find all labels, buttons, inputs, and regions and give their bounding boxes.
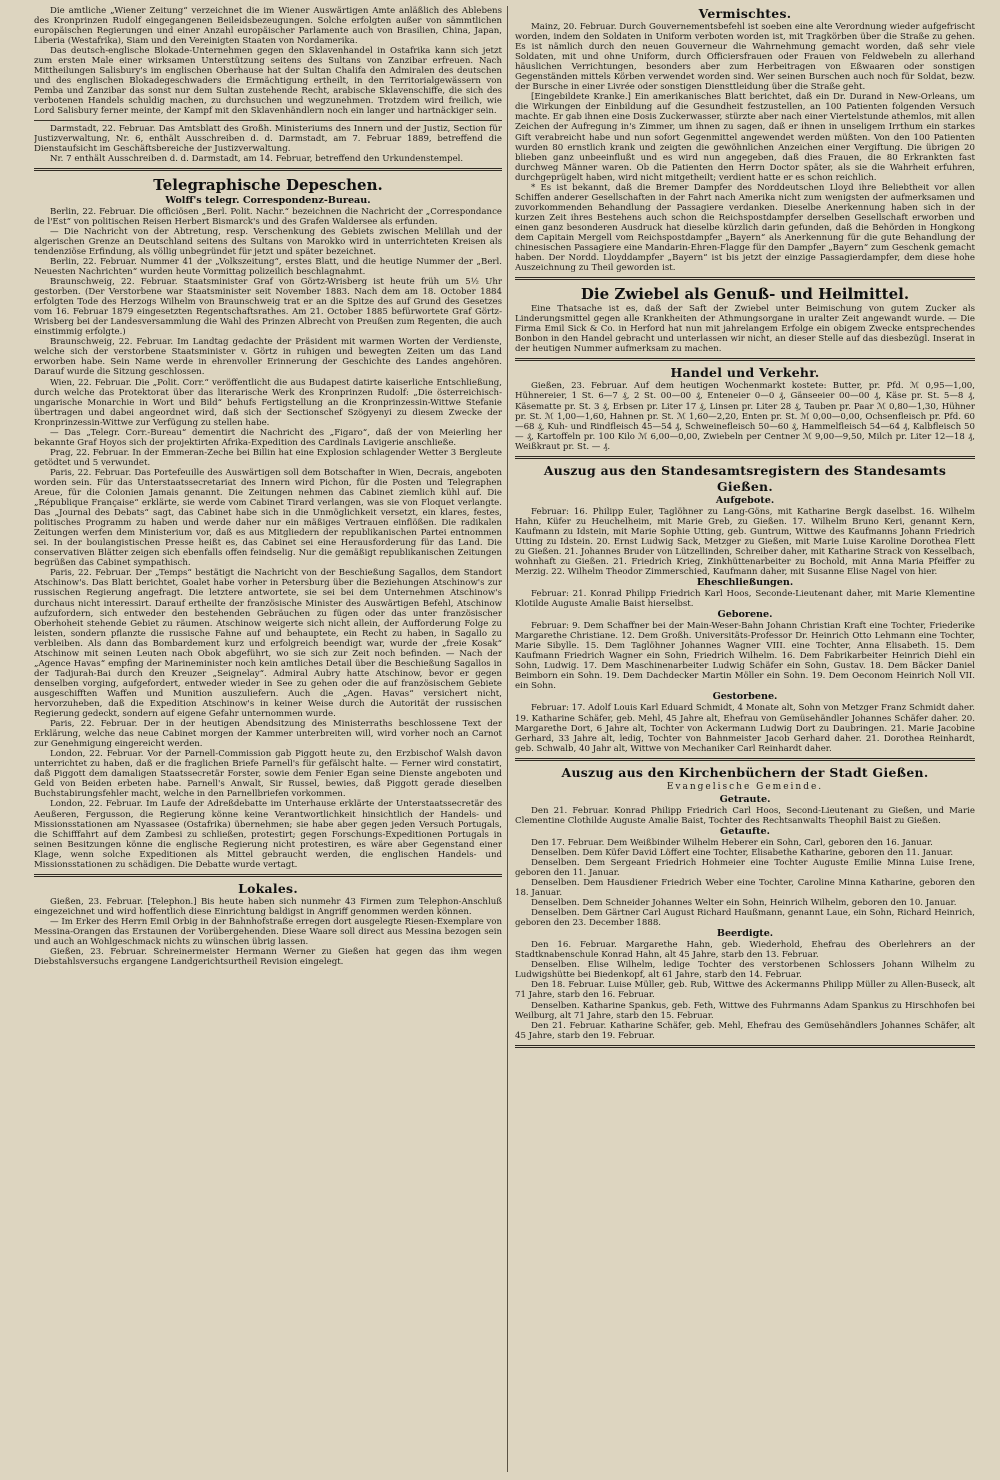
getaufte-item: Denselben. Dem Hausdiener Friedrich Weber eine Tochter, Caroline Minna Katharine, geboren den 18. Januar. — [515, 878, 975, 899]
aufgebote-title: Aufgebote. — [715, 494, 775, 506]
telegraph-item: Wien, 22. Februar. Die „Polit. Corr.“ veröffentlicht die aus Budapest datirte kaiserliche Entschließung, durch welche das Protektorat über das literarische Werk des Kronprinzen Rudolf: „Die österreichisch-ungarische Monarchie in Wort und Bild“ behufs Fertigstellung an die Kronprinzessin-Wittwe Stefanie übertragen und dabei angeordnet wird, daß sich der Sectionschef Szögyenyi zu diesem Zwecke der Kronprinzessin-Wittwe zur Verfügung zu stellen habe. — [34, 377, 502, 428]
getraute-title: Getraute. — [719, 793, 771, 805]
section-rule — [34, 168, 502, 171]
eheschliessungen-text: Februar: 21. Konrad Philipp Friedrich Karl Hoos, Seconde-Lieutenant daher, mit Marie Klementine Klotilde Auguste Amalie Baist hierselbst. — [515, 589, 975, 610]
kirchen-title: Auszug aus den Kirchenbüchern der Stadt Gießen. — [561, 764, 929, 780]
darmstadt-section — [34, 124, 502, 164]
right-column — [515, 6, 975, 1472]
telegraph-item: Paris, 22. Februar. Das Portefeuille des Auswärtigen soll dem Botschafter in Wien, Decrais, angeboten worden sein. Für das Unterstaatssecretariat des Innern wird Pichon, für die Posten und Telegraphen Areue, für die Colonien Jamais genannt. Die Zeitungen nehmen das Cabinet ziemlich kühl auf. Die „République Française“ erklärte, sie werde vom Cabinet Tirard verlangen, was sie von Floquet verlangte. Das „Journal des Debats“ sagt, das Cabinet habe sich in die Unmöglichkeit versetzt, ein klares, festes, politisches Programm zu haben und werde daher nur ein mäßiges Vertrauen einflößen. Die radikalen Zeitungen werfen dem Ministerium vor, daß es aus Mitgliedern der republikanischen Partei entnommen sei. In der boulangistischen Presse heißt es, das Cabinet sei eine Herausforderung für das Land. Die conservativen Blätter zeigen sich ebenfalls offen feindselig. Nur die gemäßigt republikanischen Zeitungen begrüßen das Cabinet sympathisch. — [34, 467, 502, 569]
telegraph-item: Braunschweig, 22. Februar. Im Landtag gedachte der Präsident mit warmen Worten der Verdienste, welche sich der verstorbene Staatsminister v. Görtz in ruhigen und bewegten Zeiten um das Land erworben habe. Sein Name werde in ehrenvoller Erinnerung der Geschichte des Landes angehören. Darauf wurde die Sitzung geschlossen. — [34, 337, 502, 378]
beerdigte-section — [515, 940, 975, 1040]
telegraph-item: Prag, 22. Februar. In der Emmeran-Zeche bei Billin hat eine Explosion schlagender Wetter 3 Bergleute getödtet und 5 verwundet. — [34, 447, 502, 468]
vermischtes-item: Mainz, 20. Februar. Durch Gouvernementsbefehl ist soeben eine alte Verordnung wieder aufgefrischt worden, indem den Soldaten in Uniform verboten worden ist, mit Tragkörben über die Straße zu gehen. Es ist nämlich durch den neuen Gouverneur die Wahrnehmung gemacht worden, daß sehr viele Soldaten, mit und ohne Uniform, durch Officiersfrauen oder Frauen von Feldwebeln zu allerhand häuslichen Verrichtungen, besonders aber zum Herbeitragen von Eßwaaren oder sonstigen Gegenständen mittels Körben verwendet worden sind. Wer seinen Burschen auch noch für Soldat, bezw. der Bursche in einer Livrée oder sonstigen Diensttleidung über die Straße geht. — [515, 22, 975, 93]
telegraph-item: Paris, 22. Februar. Der „Temps“ bestätigt die Nachricht von der Beschießung Sagallos, dem Standort Atschinow's. Das Blatt berichtet, Goalet habe vorher in Petersburg über die Beziehungen Atschinow's zur russischen Regierung angefragt. Die letztere antwortete, sie sei bei dem Unternehmen Atschinow's durchaus nicht interessirt. Darauf ertheilte der französische Minister des Auswärtigen Befehl, Atschinow aufzufordern, sich entweder den bestehenden Gebräuchen zu fügen oder das unter französischer Oberhoheit stehende Gebiet zu räumen. Atschinow weigerte sich nicht allein, der Aufforderung Folge zu leisten, sondern pflanzte die russische Fahne auf und behauptete, ein Recht zu haben, in Sagallo zu verbleiben. Als dann das Bombardement kurz und erfolgreich beendigt war, wurde der „freie Kosak“ Atschinow mit seinen Leuten nach Obok abgeführt, wo sie sich zur Zeit noch befinden. — Nach der „Agence Havas“ empfing der Marineminister noch kein amtliches Detail über die Beschießung Sagallos in der Tadjurah-Bai durch den Kreuzer „Seignelay“. Admiral Aubry hatte Atschinow, bevor er gegen denselben vorging, aufgefordert, entweder wieder in See zu gehen oder die auf französischem Gebiete ausgeschifften Waffen und Munition auszuliefern. Auch die „Agen. Havas“ versichert nicht, hervorzuheben, daß die Expedition Atschinow's in keiner Weise durch die Autorität der russischen Regierung gedeckt, sondern auf eigene Gefahr unternommen wurde. — [34, 568, 502, 720]
lokales-title: Lokales. — [238, 880, 298, 896]
zwiebel-text: Eine Thatsache ist es, daß der Saft der Zwiebel unter Beimischung von gutem Zucker als Linderungsmittel gegen alle Krankheiten der Athmungsorgane in uralter Zeit angewandt wurde. — Die Firma Emil Sick & Co. in Herford hat nun mit jahrelangem Erfolge ein obigem Zwecke entsprechendes Bonbon in den Handel gebracht und unterlassen wir nicht, an dieser Stelle auf das diesbezügl. Inserat in der heutigen Nummer aufmerksam zu machen. — [515, 304, 975, 355]
darmstadt-paragraph: Darmstadt, 22. Februar. Das Amtsblatt des Großh. Ministeriums des Innern und der Justiz, Section für Justizverwaltung, Nr. 6, enthält Ausschreiben d. d. Darmstadt, am 7. Februar 1889, betreffend die Dienstaufsicht im Geschäftsbereiche der Justizverwaltung. — [34, 123, 502, 154]
kirchen-subtitle: Evangelische Gemeinde. — [666, 781, 824, 792]
handel-text: Gießen, 23. Februar. Auf dem heutigen Wochenmarkt kostete: Butter, pr. Pfd. ℳ 0,95—1,00, Hühnereier, 1 St. 6—7 ₰, 2 St. 00—00 ₰, Enteneier 0—0 ₰, Gänseeier 00—00 ₰, Käse pr. St. 5—8 ₰, Käsematte pr. St. 3 ₰, Erbsen pr. Liter 17 ₰, Linsen pr. Liter 28 ₰, Tauben pr. Paar ℳ 0,80—1,30, Hühner pr. St. ℳ 1,00—1,60, Hahnen pr. St. ℳ 1,60—2,20, Enten pr. St. ℳ 0,00—0,00, Ochsenfleisch pr. Pfd. 60—68 ₰, Kuh- und Rindfleisch 45—54 ₰, Schweinefleisch 50—60 ₰, Hammelfleisch 54—64 ₰, Kalbfleisch 50— ₰, Kartoffeln pr. 100 Kilo ℳ 6,00—0,00, Zwiebeln per Centner ℳ 9,00—9,50, Milch pr. Liter 12—18 ₰, Weißkraut pr. St. — ₰. — [515, 381, 975, 452]
intro-paragraph: Die amtliche „Wiener Zeitung“ verzeichnet die im Wiener Auswärtigen Amte anläßlich des Ablebens des Kronprinzen Rudolf eingegangenen Beileidsbezeugungen. Solche erfolgten außer von sämmtlichen europäischen Regierungen und einer Anzahl europäischer Parlamente auch von Brasilien, China, Japan, Liberia (Westafrika), Siam und den Vereinigten Staaten von Nordamerika. — [34, 6, 502, 47]
section-rule — [515, 758, 975, 761]
telegraph-item: London, 22. Februar. Vor der Parnell-Commission gab Piggott heute zu, den Erzbischof Walsh davon unterrichtet zu haben, daß er die fraglichen Briefe Parnell's für gefälscht halte. — Ferner wird constatirt, daß Piggott dem damaligen Staatssecretär Forster, sowie dem Fenier Egan seine Dienste angeboten und Geld von Beiden erbeten habe. Parnell's Anwalt, Sir Russel, bewies, daß Piggott gerade dieselben Buchstabirungsfehler macht, welche in den Parnellbriefen vorkommen. — [34, 749, 502, 800]
getaufte-item: Denselben. Dem Küfer David Löffert eine Tochter, Elisabethe Katharine, geboren den 11. Januar. — [531, 847, 954, 858]
beerdigte-item: Den 16. Februar. Margarethe Hahn, geb. Wiederhold, Ehefrau des Oberlehrers an der Stadtknabenschule Konrad Hahn, alt 45 Jahre, starb den 13. Februar. — [515, 940, 975, 961]
vermischtes-section — [515, 22, 975, 273]
getaufte-item: Denselben. Dem Gärtner Carl August Richard Haußmann, genannt Laue, ein Sohn, Richard Heinrich, geboren den 23. December 1888. — [515, 908, 975, 929]
section-rule — [34, 874, 502, 877]
darmstadt-paragraph: Nr. 7 enthält Ausschreiben d. d. Darmstadt, am 14. Februar, betreffend den Urkundenstempel. — [50, 153, 464, 164]
beerdigte-item: Denselben. Elise Wilhelm, ledige Tochter des verstorbenen Schlossers Johann Wilhelm zu Ludwigshütte bei Biedenkopf, alt 61 Jahre, starb den 14. Februar. — [515, 960, 975, 981]
getaufte-item: Denselben. Dem Sergeant Friedrich Hohmeier eine Tochter Auguste Emilie Minna Luise Irene, geboren den 11. Januar. — [515, 857, 975, 878]
beerdigte-item: Denselben. Katharine Spankus, geb. Feth, Wittwe des Fuhrmanns Adam Spankus zu Hirschhofen bei Weilburg, alt 71 Jahre, starb den 15. Februar. — [515, 1000, 975, 1021]
section-rule — [515, 277, 975, 280]
getaufte-item: Den 17. Februar. Dem Weißbinder Wilhelm Heberer ein Sohn, Carl, geboren den 16. Januar. — [531, 837, 933, 848]
intro-section — [34, 6, 502, 117]
column-divider — [507, 6, 508, 1472]
lokales-item: Gießen, 23. Februar. Schreinermeister Hermann Werner zu Gießen hat gegen das ihm wegen Diebstahlsversuchs ergangene Landgerichtsurtheil Revision eingelegt. — [34, 947, 502, 968]
standesamt-title: Auszug aus den Standesamtsregistern des Standesamts Gießen. — [543, 462, 947, 494]
lokales-section — [34, 897, 502, 967]
beerdigte-title: Beerdigte. — [716, 928, 774, 940]
beerdigte-item: Den 21. Februar. Katharine Schäfer, geb. Mehl, Ehefrau des Gemüsehändlers Johannes Schäfer, alt 45 Jahre, starb den 19. Februar. — [515, 1020, 975, 1041]
lokales-item: Gießen, 23. Februar. [Telephon.] Bis heute haben sich nunmehr 43 Firmen zum Telephon-Anschluß eingezeichnet und wird hoffentlich diese Einrichtung baldigst in Angriff genommen werden können. — [34, 896, 502, 917]
intro-paragraph: Das deutsch-englische Blokade-Unternehmen gegen den Sklavenhandel in Ostafrika kann sich jetzt zum ersten Male einer wirksamen Unterstützung seitens des Sultans von Zanzibar erfreuen. Nach Mittheilungen Salisbury's im englischen Oberhause hat der Sultan Chalifa den Admiralen des deutschen und des englischen Blokadegeschwaders die Ermächtigung ertheilt, in den Territorialgewässern von Pemba und Zanzibar das sonst nur dem Sultan zustehende Recht, arabische Sklavenschiffe, die sich des verbotenen Handels schuldig machen, zu durchsuchen und wegzunehmen. Trotzdem wird freilich, wie Lord Salisbury ferner meinte, der Kampf mit den Sklavenhändlern noch ein langer und hartnäckiger sein. — [34, 46, 502, 117]
telegraph-item: — Das „Telegr. Corr.-Bureau“ dementirt die Nachricht des „Figaro“, daß der von Meierling her bekannte Graf Hoyos sich der projektirten Afrika-Expedition des Cardinals Lavigerie anschließe. — [34, 427, 502, 448]
section-rule — [515, 358, 975, 361]
telegraph-item: Berlin, 22. Februar. Nummer 41 der „Volkszeitung“, erstes Blatt, und die heutige Nummer der „Berl. Neuesten Nachrichten“ wurden heute Vormittag polizeilich beschlagnahmt. — [34, 256, 502, 277]
getaufte-title: Getaufte. — [720, 825, 770, 837]
vermischtes-item: * Es ist bekannt, daß die Bremer Dampfer des Norddeutschen Lloyd ihre Beliebtheit vor allen Schiffen anderer Gesellschaften in der Fahrt nach Amerika nicht zum wenigsten der aufmerksamen und zuvorkommenden Behandlung der Passagiere verdanken. Dieselbe Anerkennung haben sich in der kurzen Zeit ihres Bestehens auch schon die Reichspostdampfer derselben Gesellschaft erworben und einen ganz besonderen Ausdruck hat dieselbe kürzlich darin gefunden, daß die Behörden in Hongkong dem Capitain Mergell vom Reichspostdampfer „Bayern“ als Anerkennung für die gute Behandlung der chinesischen Passagiere eine Mandarin-Ehren-Flagge für den Dampfer „Bayern“ zum Geschenk gemacht haben. Der Nordd. Lloyddampfer „Bayern“ ist bis jetzt der einzige Passagierdampfer, dem diese hohe Auszeichnung zu Theil geworden ist. — [515, 182, 975, 274]
geborene-text: Februar: 9. Dem Schaffner bei der Main-Weser-Bahn Johann Christian Kraft eine Tochter, Friederike Margarethe Christiane. 12. Dem Großh. Universitäts-Professor Dr. Heinrich Otto Lehmann eine Tochter, Marie Sibylle. 15. Dem Taglöhner Johannes Wagner VIII. eine Tochter, Anna Elisabeth. 15. Dem Kaufmann Friedrich Wagner ein Sohn, Friedrich Wilhelm. 16. Dem Fabrikarbeiter Heinrich Diehl ein Sohn, Ludwig. 17. Dem Maschinenarbeiter Ludwig Schäfer ein Sohn, Gustav. 18. Dem Bäcker Daniel Beimborn ein Sohn. 19. Dem Dachdecker Martin Möller ein Sohn. 19. Dem Oeconom Heinrich Noll VII. ein Sohn. — [515, 621, 975, 692]
lokales-item: — Im Erker des Herrn Emil Orbig in der Bahnhofstraße erregen dort ausgelegte Riesen-Exemplare von Messina-Orangen das Erstaunen der Vorübergehenden. Diese Waare soll direct aus Messina bezogen sein und auch an Wohlgeschmack nichts zu wünschen übrig lassen. — [34, 916, 502, 947]
telegraph-subtitle: Wolff's telegr. Correspondenz-Bureau. — [165, 194, 371, 206]
telegraph-item: Paris, 22. Februar. Der in der heutigen Abendsitzung des Ministerraths beschlossene Text der Erklärung, welche das neue Cabinet morgen der Kammer unterbreiten will, wird vorher noch an Carnot zur Genehmigung eingereicht werden. — [34, 719, 502, 750]
telegraph-title: Telegraphische Depeschen. — [153, 175, 383, 194]
geborene-title: Geborene. — [717, 609, 773, 621]
section-rule — [515, 456, 975, 459]
section-rule — [515, 1045, 975, 1048]
telegraph-item: — Die Nachricht von der Abtretung, resp. Verschenkung des Gebiets zwischen Melillah und der algerischen Grenze an Deutschland seitens des Sultans von Marokko wird in unterrichteten Kreisen als tendenziöse Erfindung, als völlig unbegründet für jetzt und später bezeichnet. — [34, 226, 502, 257]
getraute-text: Den 21. Februar. Konrad Philipp Friedrich Carl Hoos, Second-Lieutenant zu Gießen, und Marie Clementine Clothilde Auguste Amalie Baist, Tochter des Rechtsanwalts Theophil Baist zu Gießen. — [515, 805, 975, 826]
vermischtes-item: [Eingebildete Kranke.] Ein amerikanisches Blatt berichtet, daß ein Dr. Durand in New-Orleans, um die Wirkungen der Einbildung auf die Gesundheit festzustellen, an 100 Patienten folgenden Versuch machte. Er gab ihnen eine Dosis Zuckerwasser, stürzte aber nach einer Viertelstunde athemlos, mit allen Zeichen der Aufregung in's Zimmer, um ihnen zu sagen, daß er ihnen in unseligem Irrthum ein starkes Gift verabreicht habe und nun sofort Gegenmittel angewendet werden müßten. Von den 100 Patienten wurden 80 ernstlich krank und zeigten die gewöhnlichen Anzeichen einer Vergiftung. Die übrigen 20 blieben ganz unbeeinflußt und es wird nun angegeben, daß dies Frauen, die 80 Erkrankten fast durchweg Männer waren. Ob die Patienten den Herrn Doctor später, als sie die Wahrheit erfuhren, durchgeprügelt haben, wird nicht mitgetheilt; verdient hatte er es schon reichlich. — [515, 92, 975, 183]
getaufte-section — [515, 838, 975, 928]
eheschliessungen-title: Eheschließungen. — [696, 577, 794, 589]
telegraph-item: London, 22. Februar. Im Laufe der Adreßdebatte im Unterhause erklärte der Unterstaatssecretär des Aeußeren, Fergusson, die Regierung könne keine Verantwortlichkeit hinsichtlich der Handels- und Missionsstationen am Nyassasee (Ostafrika) übernehmen; sie habe aber gegen jeden Versuch Portugals, die Schifffahrt auf dem Zambesi zu schließen, protestirt; gegen Forschungs-Expeditionen Portugals in seinen Besitzungen könne die englische Regierung nicht protestiren, es wäre aber Gegenstand einer Klage, wenn solche Expeditionen als Mittel gebraucht werden, die englischen Handels- und Missionsstationen zu schädigen. Die Debatte wurde vertagt. — [34, 799, 502, 870]
vermischtes-title: Vermischtes. — [698, 6, 792, 21]
telegraph-item: Braunschweig, 22. Februar. Staatsminister Graf von Görtz-Wrisberg ist heute früh um 5½ Uhr gestorben. (Der Verstorbene war Staatsminister seit November 1883. Nach dem am 18. October 1884 erfolgten Tode des Herzogs Wilhelm von Braunschweig trat er an die Spitze des auf Grund des Gesetzes vom 16. Februar 1879 eingesetzten Regentschaftsrathes. Am 21. October 1885 befürwortete Graf Görtz-Wrisberg bei der Landesversammlung die Wahl des Prinzen Albrecht von Preußen zum Regenten, die auch einstimmig erfolgte.) — [34, 277, 502, 338]
gestorbene-text: Februar: 17. Adolf Louis Karl Eduard Schmidt, 4 Monate alt, Sohn von Metzger Franz Schmidt daher. 19. Katharine Schäfer, geb. Mehl, 45 Jahre alt, Ehefrau von Gemüsehändler Johannes Schäfer daher. 20. Margarethe Dort, 6 Jahre alt, Tochter von Ackermann Ludwig Dort zu Daubringen. 21. Marie Jacobine Gerhard, 33 Jahre alt, ledig, Tochter von Bahnmeister Jacob Gerhard daher. 21. Dorothea Reinhardt, geb. Schwalb, 40 Jahr alt, Wittwe von Mechaniker Carl Reinhardt daher. — [515, 703, 975, 754]
getaufte-item: Denselben. Dem Schneider Johannes Welter ein Sohn, Heinrich Wilhelm, geboren den 10. Januar. — [531, 898, 957, 909]
handel-title: Handel und Verkehr. — [670, 365, 820, 381]
section-rule — [34, 120, 502, 121]
beerdigte-item: Den 18. Februar. Luise Müller, geb. Rub, Wittwe des Ackermanns Philipp Müller zu Allen-Buseck, alt 71 Jahre, starb den 16. Februar. — [515, 980, 975, 1001]
telegraph-section — [34, 207, 502, 870]
gestorbene-title: Gestorbene. — [712, 691, 778, 703]
zwiebel-title: Die Zwiebel als Genuß- und Heilmittel. — [580, 285, 910, 304]
telegraph-item: Berlin, 22. Februar. Die officiösen „Berl. Polit. Nachr.“ bezeichnen die Nachricht der „Correspondance de l'Est“ von politischen Reisen Herbert Bismarck's und des Grafen Waldersee als erfunden. — [34, 206, 502, 227]
left-column — [34, 6, 502, 1472]
aufgebote-text: Februar: 16. Philipp Euler, Taglöhner zu Lang-Göns, mit Katharine Bergk daselbst. 16. Wilhelm Hahn, Küfer zu Heuchelheim, mit Marie Greb, zu Gießen. 17. Wilhelm Bruno Keri, genannt Kern, Kaufmann zu Idstein, mit Marie Sophie Utting, geb. Guntrum, Wittwe des Kaufmanns Johann Friedrich Utting zu Idstein. 20. Ernst Ludwig Sack, Metzger zu Gießen, mit Marie Luise Karoline Dorothea Flett zu Gießen. 21. Johannes Bruder von Lützellinden, Schreiber daher, mit Katharine Strack von Kesselbach, wohnhaft zu Gießen. 21. Friedrich Krieg, Zinkhüttenarbeiter zu Bochold, mit Anna Maria Pfeiffer zu Merzig. 22. Wilhelm Theodor Zimmerschied, Kaufmann daher, mit Susanne Elise Nagel von hier. — [515, 506, 975, 578]
